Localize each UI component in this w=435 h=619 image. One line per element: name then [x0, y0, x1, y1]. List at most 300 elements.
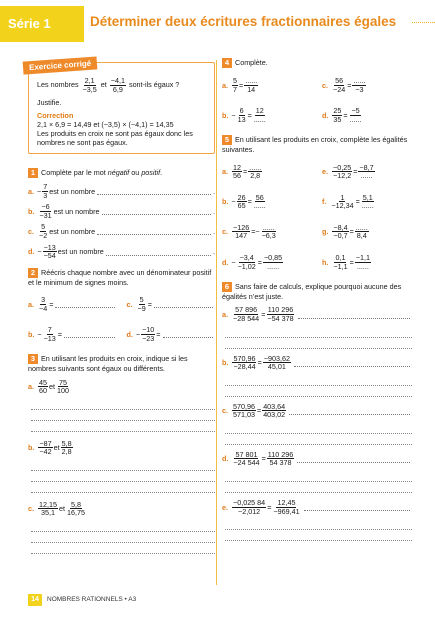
fraction	[330, 194, 354, 210]
item-label: c.	[28, 226, 34, 236]
denominator: −31	[39, 210, 52, 220]
answer-line[interactable]	[225, 327, 412, 338]
answer-line[interactable]	[154, 300, 213, 308]
equals: =	[261, 310, 266, 320]
equals: =	[349, 227, 354, 237]
sign: −	[135, 329, 141, 339]
equals: =	[57, 329, 62, 339]
denominator: 147	[235, 231, 248, 241]
numerator: 56	[255, 192, 264, 202]
list-item	[28, 296, 117, 312]
denominator: 65	[237, 201, 246, 211]
fraction	[56, 379, 70, 395]
denominator: 60	[39, 386, 47, 396]
denominator: 8,4	[356, 231, 367, 241]
item-label: a.	[28, 382, 34, 392]
denominator: 14	[247, 84, 256, 94]
equals: =	[243, 167, 248, 177]
and: et	[49, 382, 55, 392]
denominator: ......	[361, 201, 374, 211]
example-tag: Exercice corrigé	[23, 56, 98, 74]
equals: =	[353, 167, 358, 177]
item-label: a.	[222, 310, 228, 320]
fraction	[38, 223, 48, 239]
denominator: −23	[142, 333, 155, 343]
equals: =	[267, 502, 272, 512]
denominator: 7	[233, 84, 237, 94]
fraction	[361, 194, 375, 210]
answer-line[interactable]	[225, 519, 412, 530]
list-item	[222, 306, 412, 348]
fraction	[232, 499, 266, 515]
numerator: −1,1	[355, 252, 370, 262]
fraction	[237, 254, 257, 270]
answer-line[interactable]	[31, 482, 215, 493]
denominator: 35,1	[41, 508, 55, 518]
list-item	[222, 403, 412, 445]
answer-line[interactable]	[304, 503, 410, 511]
fraction	[263, 254, 283, 270]
page-footer	[0, 594, 435, 612]
list-item	[222, 164, 312, 180]
answer-line[interactable]	[55, 300, 114, 308]
sign: −	[37, 186, 42, 196]
exercise-4: 4 Complète. a. $\frac{5}{7}$ = $\frac{......}{14}$ c. $\frac{56}{-24}$ = $\frac{......}{-3}$ b. − $\frac{6}{13}$ = $\frac{12}{......}$ d. $\frac{25}{35}$ = $\frac{-5}{......}$	[222, 58, 412, 127]
denominator: ......	[267, 261, 280, 271]
denominator: −28 544	[233, 314, 260, 324]
exercise-number: 2	[28, 268, 38, 278]
list-item	[28, 223, 215, 239]
item-label: b.	[28, 443, 35, 453]
list-item	[28, 379, 215, 432]
numerator: −0,85	[263, 252, 283, 262]
denominator: −54	[43, 251, 56, 261]
denominator: −24 544	[233, 458, 260, 468]
item-label: a.	[28, 186, 34, 196]
left-column	[28, 58, 215, 562]
denominator: 35	[333, 114, 342, 124]
equals: =	[256, 406, 262, 416]
answer-line[interactable]	[31, 532, 215, 543]
answer-line[interactable]	[31, 543, 215, 554]
numerator: −0,025 84	[233, 497, 266, 507]
denominator: 3	[43, 190, 48, 200]
numerator: 25	[333, 106, 342, 116]
list-item	[222, 107, 312, 123]
item-label: f.	[322, 197, 327, 207]
denominator: −6,3	[261, 231, 276, 241]
item-row	[222, 499, 412, 515]
exercise-5: 5 En utilisant les produits en croix, complète les égalités suivantes. a. $\frac{12}{56}$ = $\frac{......}{2,8}$ e. $\frac{-0,25}{-12,2}$ = $\frac{-8,7}{......}$ b. − $\frac{26}{65}$ = $\frac{56}{......}$ f. $\frac{1}{-12,34}$ = $\frac{5,1}{......}$ c. $\frac{-126}{147}$ = − $\frac{......}{-6,3}$ g. $\frac{-8,4}{-0,7}$ = $\frac{......}{8,4}$ d. − $\frac{-3,4}{-1,02}$ = $\frac{-0,85}{......}$ h. $\frac{0,1}{-1,1}$ = $\frac{-1,1}{......}$	[222, 135, 412, 274]
page-header	[0, 0, 435, 44]
item-label: d.	[126, 329, 133, 339]
list-item	[127, 326, 216, 342]
numerator: −8,7	[359, 162, 374, 172]
item-label: c.	[322, 80, 328, 90]
list-item	[222, 224, 312, 240]
item-row	[222, 403, 412, 419]
right-column	[222, 58, 412, 549]
numerator: 12	[255, 106, 264, 116]
equals: =	[247, 197, 252, 207]
period: .	[213, 206, 215, 216]
item-label: b.	[222, 110, 229, 120]
answer-line[interactable]	[298, 311, 410, 319]
list-item	[322, 194, 412, 210]
numerator: 570,96	[233, 401, 255, 411]
numerator: 12,15	[39, 499, 57, 509]
denominator: 403,02	[263, 410, 286, 420]
equals: =	[257, 257, 262, 267]
sign: −	[37, 329, 42, 339]
numerator: ......	[262, 222, 275, 232]
item-label: c.	[222, 227, 228, 237]
list-item	[222, 254, 312, 270]
equals: =	[343, 110, 348, 120]
item-label: b.	[28, 329, 35, 339]
numerator: 56	[335, 76, 344, 85]
answer-line[interactable]	[225, 423, 412, 434]
numerator: 5	[233, 76, 237, 85]
item-row	[222, 306, 412, 322]
serie-badge: Série 1	[0, 6, 84, 42]
answer-line[interactable]	[289, 407, 410, 415]
answer-line[interactable]	[225, 530, 412, 541]
correction-line-2: Les produits en croix ne sont pas égaux donc les nombres ne sont pas égaux.	[37, 129, 193, 148]
denominator: ......	[253, 114, 266, 124]
fraction	[332, 107, 342, 123]
numerator: 5	[139, 294, 144, 304]
fraction	[38, 379, 48, 395]
exercise-6: 6 Sans faire de calculs, explique pourquoi aucune des égalités n’est juste. a. $\frac{57 896}{-28 544}$ = $\frac{110 296}{-54 378}$ b. $\frac{570,96}{-28,44}$ = $\frac{-903,62}{45,01}$ c. $\frac{570,96}{571,03}$ = $\frac{403,64}{403,02}$ d. $\frac{57 801}{-24 544}$ = $\frac{110 296}{54 378}$ e. $\frac{-0,025 84}{-2,012}$ = $\frac{12,45}{-969,41}$	[222, 282, 412, 541]
denominator: −42	[39, 447, 52, 457]
fraction	[43, 244, 57, 260]
item-label: a.	[222, 80, 228, 90]
period: .	[213, 226, 215, 236]
fraction	[253, 194, 267, 210]
denominator: −54 378	[267, 314, 294, 324]
numerator: 110 296	[267, 449, 294, 459]
numerator: 110 296	[267, 305, 294, 315]
item-row	[222, 451, 412, 467]
answer-line[interactable]	[31, 471, 215, 482]
answer-line[interactable]	[163, 330, 214, 338]
fraction	[43, 326, 57, 342]
numerator: 7	[47, 325, 52, 335]
fraction	[332, 77, 346, 93]
denominator: ......	[253, 201, 266, 211]
answer-line[interactable]	[294, 359, 410, 367]
denominator: 54 378	[269, 458, 292, 468]
denominator: ......	[360, 171, 373, 181]
fraction	[232, 451, 260, 467]
equals: =	[257, 358, 262, 368]
fraction	[237, 107, 247, 123]
list-item	[222, 77, 312, 93]
denominator: ......	[349, 114, 362, 124]
denominator: 13	[237, 114, 246, 124]
list-item	[222, 499, 412, 541]
numerator: 1	[340, 192, 345, 202]
and: et	[53, 443, 60, 453]
equals: =	[239, 80, 244, 90]
fraction	[232, 306, 260, 322]
denominator: 100	[57, 386, 69, 396]
title-rule	[412, 22, 435, 23]
fraction	[137, 296, 147, 312]
denominator: 2,8	[250, 171, 261, 181]
denominator: ......	[356, 261, 369, 271]
item-row	[28, 440, 215, 456]
denominator: 16,75	[67, 508, 85, 518]
fraction	[38, 501, 58, 517]
numerator: −87	[39, 438, 52, 448]
numerator: 7	[43, 182, 48, 192]
item-label: d.	[222, 454, 229, 464]
numerator: 26	[237, 192, 246, 202]
denominator: −9	[137, 303, 146, 313]
fraction	[248, 164, 262, 180]
list-item	[322, 77, 412, 93]
fraction	[263, 355, 291, 371]
numerator: −903,62	[263, 353, 290, 363]
numerator: −3,4	[239, 252, 254, 262]
item-label: c.	[28, 504, 34, 514]
exercise-number: 3	[28, 354, 38, 364]
denominator: −0,7	[333, 231, 348, 241]
exercise-1: 1 Complète par le mot négatif ou positif. a. − $\frac{7}{3}$ est un nombre . b. $\frac{-6}{-31}$ est un nombre . c. $\frac{5}{-2}$ est un nombre . d. − $\frac{-13}{-54}$ est un nombre .	[28, 168, 215, 261]
numerator: 570,96	[233, 353, 256, 363]
numerator: ......	[245, 76, 258, 85]
item-label: b.	[28, 206, 35, 216]
answer-line[interactable]	[31, 410, 215, 421]
numerator: 5	[41, 222, 46, 232]
numerator: 12,45	[277, 497, 296, 507]
numerator: −0,25	[333, 162, 352, 172]
item-label: d.	[28, 247, 35, 257]
denominator: −2	[39, 230, 48, 240]
equals: =	[261, 454, 266, 464]
fraction	[262, 403, 286, 419]
answer-line[interactable]	[106, 248, 211, 256]
fraction	[349, 107, 363, 123]
sign: −	[231, 197, 236, 207]
page-number: 14	[28, 594, 42, 606]
answer-line[interactable]	[102, 207, 211, 215]
fraction	[141, 326, 155, 342]
item-label: e.	[222, 502, 228, 512]
denominator: 45,01	[267, 362, 286, 372]
denominator: −4	[39, 303, 48, 313]
equals: =	[349, 257, 354, 267]
item-label: e.	[322, 167, 328, 177]
fraction	[272, 499, 300, 515]
answer-line[interactable]	[31, 399, 215, 410]
fraction	[352, 77, 366, 93]
denominator: −2,012	[238, 506, 261, 516]
fraction	[38, 440, 52, 456]
numerator: −8,4	[333, 222, 348, 232]
fraction	[332, 164, 352, 180]
denominator: −1,02	[237, 261, 256, 271]
denominator: −28,44	[233, 362, 256, 372]
and: et	[59, 504, 65, 514]
exercise-2: 2 Réécris chaque nombre avec un dénominateur positif et le minimum de signes moins. a. $\frac{3}{-4}$ = c. $\frac{5}{-9}$ = b. − $\frac{7}{-13}$ = d. − $\frac{-10}{-23}$ =	[28, 268, 215, 347]
fraction	[253, 107, 267, 123]
list-item	[28, 244, 215, 260]
numerator: −5	[351, 106, 360, 116]
equals: =	[251, 227, 256, 237]
exercise-number: 1	[28, 168, 38, 178]
exercise-number: 5	[222, 135, 232, 145]
equals: =	[49, 299, 54, 309]
numerator: −10	[142, 325, 155, 335]
fraction	[358, 164, 374, 180]
answer-line[interactable]	[225, 471, 412, 482]
example-question: Les nombres $\frac{2,1}{-3,5}$ et $\frac{-4,1}{6,9}$ sont-ils égaux ?	[37, 76, 180, 94]
fraction	[232, 355, 256, 371]
denominator: −12,34	[331, 201, 354, 211]
answer-line[interactable]	[225, 386, 412, 397]
denominator: −3	[355, 84, 364, 94]
denominator: −24	[333, 84, 346, 94]
numerator: 12	[233, 162, 241, 172]
answer-line[interactable]	[225, 375, 412, 386]
fraction	[267, 451, 294, 467]
fraction	[61, 440, 73, 456]
answer-line[interactable]	[64, 330, 115, 338]
fraction	[266, 306, 294, 322]
list-item	[28, 203, 215, 219]
fraction	[38, 296, 48, 312]
numerator: 5,1	[362, 192, 373, 202]
example-box	[28, 58, 215, 154]
numerator: 75	[59, 377, 67, 387]
item-row	[28, 379, 215, 395]
fraction	[332, 224, 348, 240]
sign: −	[231, 257, 236, 267]
item-label: g.	[322, 227, 329, 237]
item-label: b.	[222, 197, 229, 207]
sign: −	[255, 227, 260, 237]
answer-line[interactable]	[225, 338, 412, 349]
numerator: ......	[249, 162, 262, 172]
sign: −	[37, 247, 42, 257]
answer-line[interactable]	[31, 521, 215, 532]
answer-line[interactable]	[225, 434, 412, 445]
item-label: c.	[222, 406, 228, 416]
list-item	[28, 326, 117, 342]
list-item	[322, 164, 412, 180]
numerator: 3	[41, 294, 46, 304]
numerator: ......	[355, 222, 368, 232]
item-row	[28, 501, 215, 517]
numerator: 57 896	[235, 305, 258, 315]
list-item	[222, 451, 412, 493]
fraction	[232, 164, 242, 180]
item-text: est un nombre	[49, 186, 96, 196]
fraction	[38, 203, 52, 219]
item-label: d.	[322, 110, 329, 120]
fraction	[355, 224, 369, 240]
example-justify: Justifie.	[37, 98, 62, 108]
list-item	[127, 296, 216, 312]
fraction	[261, 224, 277, 240]
numerator: −6	[41, 202, 50, 212]
list-item	[28, 440, 215, 493]
answer-line[interactable]	[31, 460, 215, 471]
answer-line[interactable]	[297, 455, 410, 463]
denominator: 56	[233, 171, 241, 181]
fraction	[232, 77, 238, 93]
period: .	[213, 186, 215, 196]
equals: =	[147, 299, 152, 309]
exercise-number: 6	[222, 282, 232, 292]
list-item	[322, 224, 412, 240]
exercise-3: 3 En utilisant les produits en croix, indique si les nombres suivants sont égaux ou différents. a. $\frac{45}{60}$ et $\frac{75}{100}$ b. $\frac{-87}{-42}$ et $\frac{5,8}{2,8}$ c. $\frac{12,15}{35,1}$ et $\frac{5,8}{16,75}$	[28, 354, 215, 554]
list-item	[222, 355, 412, 397]
period: .	[213, 247, 215, 257]
answer-line[interactable]	[97, 187, 211, 195]
denominator: −1,1	[333, 261, 348, 271]
correction-line-1: 2,1 × 6,9 = 14,49 et (−3,5) × (−4,1) = 14,35	[37, 120, 174, 130]
numerator: 403,64	[263, 401, 286, 411]
answer-line[interactable]	[225, 482, 412, 493]
denominator: 2,8	[61, 447, 72, 457]
fraction	[232, 403, 256, 419]
footer-text: NOMBRES RATIONNELS • A3	[47, 596, 137, 603]
item-label: a.	[28, 299, 34, 309]
numerator: −126	[233, 222, 250, 232]
item-label: c.	[126, 299, 133, 309]
list-item	[322, 107, 412, 123]
numerator: 45	[39, 377, 47, 387]
fraction	[237, 194, 247, 210]
numerator: 5,8	[71, 499, 81, 509]
numerator: 0,1	[335, 252, 346, 262]
correction-title: Correction	[37, 111, 74, 121]
item-text: est un nombre	[49, 226, 96, 236]
numerator: ......	[353, 76, 366, 85]
item-text: est un nombre	[57, 247, 104, 257]
answer-line[interactable]	[31, 421, 215, 432]
fraction	[355, 254, 371, 270]
denominator: −13	[43, 333, 56, 343]
exercise-number: 4	[222, 58, 232, 68]
item-text: est un nombre	[53, 206, 100, 216]
fraction	[232, 224, 250, 240]
equals: =	[347, 80, 352, 90]
item-label: h.	[322, 257, 329, 267]
answer-line[interactable]	[97, 227, 211, 235]
denominator: −12,2	[333, 171, 352, 181]
page-title: Déterminer deux écritures fractionnaires égales	[90, 14, 397, 29]
list-item	[28, 183, 215, 199]
list-item	[322, 254, 412, 270]
equals: =	[355, 197, 360, 207]
fraction	[244, 77, 258, 93]
denominator: 571,03	[233, 410, 255, 420]
numerator: 5,8	[61, 438, 72, 448]
item-label: d.	[222, 257, 229, 267]
list-item	[222, 194, 312, 210]
equals: =	[156, 329, 161, 339]
item-row	[222, 355, 412, 371]
sign: −	[231, 110, 236, 120]
list-item	[28, 501, 215, 554]
column-divider	[216, 60, 217, 585]
numerator: 57 801	[235, 449, 258, 459]
